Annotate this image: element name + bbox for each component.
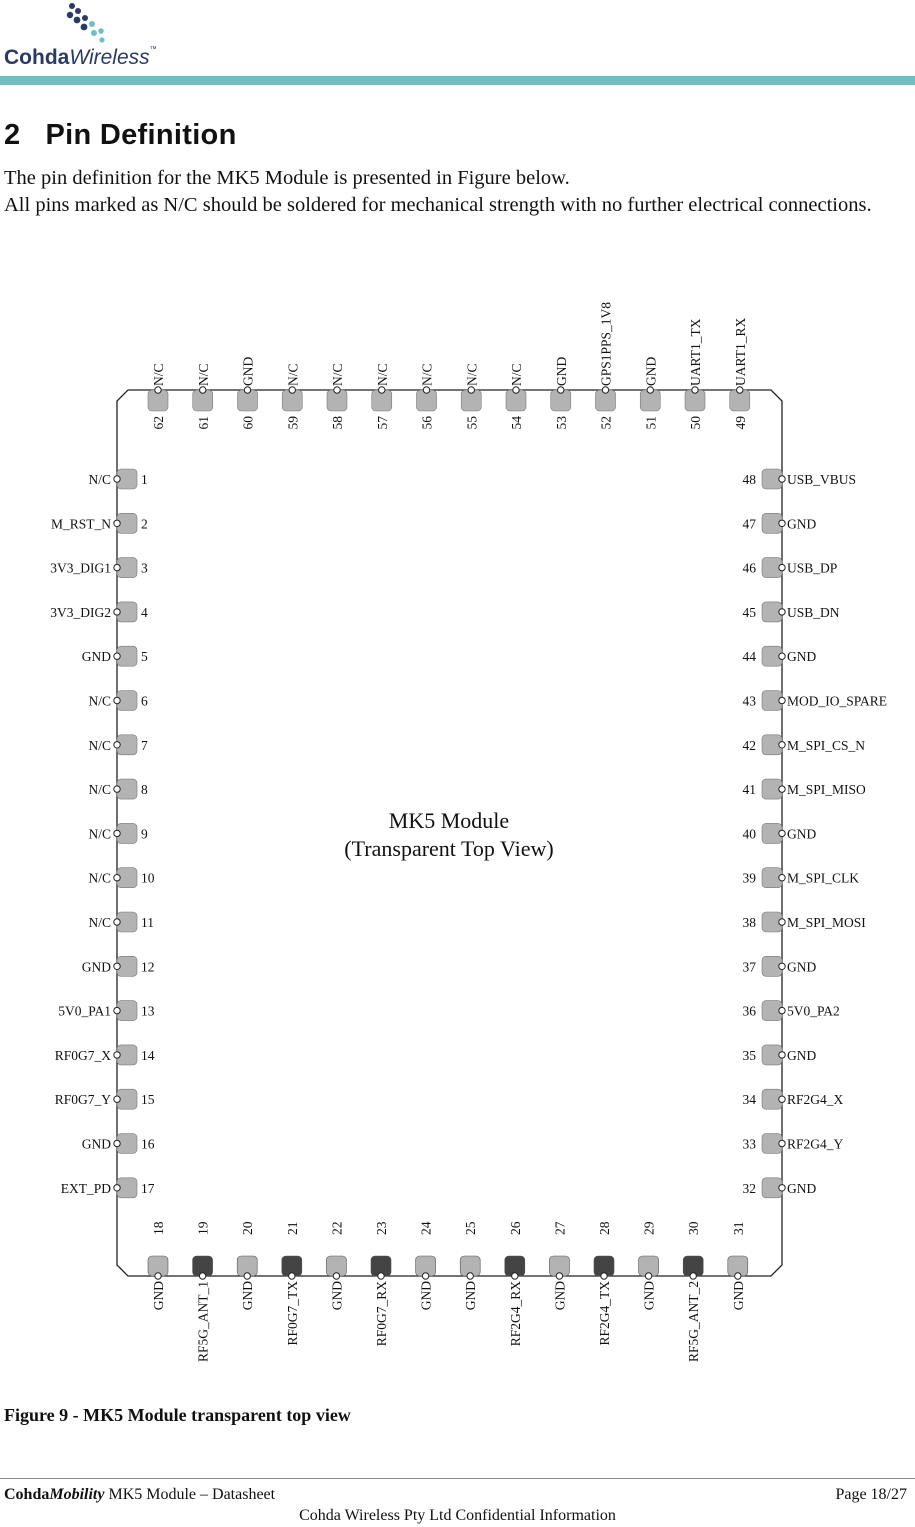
pin-label: N/C bbox=[88, 737, 111, 753]
pin-number: 4 bbox=[141, 604, 148, 620]
pin-label: USB_DP bbox=[787, 560, 838, 576]
pin-number: 9 bbox=[141, 826, 148, 842]
pin-label: EXT_PD bbox=[60, 1180, 111, 1196]
pin-number: 61 bbox=[195, 416, 211, 430]
pin-label: GND bbox=[553, 356, 569, 386]
pin-dot bbox=[114, 1007, 120, 1013]
pin-number: 55 bbox=[464, 416, 480, 430]
pin-label: GND bbox=[463, 1281, 479, 1311]
pin-number: 28 bbox=[597, 1221, 612, 1235]
pin-dot bbox=[779, 1052, 785, 1058]
pin-label: RF2G4_TX bbox=[597, 1281, 612, 1346]
pin-number: 60 bbox=[240, 416, 256, 430]
pin-dot bbox=[735, 1273, 741, 1279]
pin-dot bbox=[378, 1273, 384, 1279]
pin-number: 21 bbox=[284, 1221, 300, 1235]
pin-label: N/C bbox=[88, 472, 111, 487]
pin-dot bbox=[244, 387, 250, 393]
pin-number: 47 bbox=[742, 516, 756, 532]
pin-diagram bbox=[0, 290, 915, 1380]
pin-dot bbox=[114, 520, 120, 526]
pin-dot bbox=[779, 786, 785, 792]
pin-label: M_SPI_CS_N bbox=[787, 737, 866, 753]
pin-dot bbox=[779, 1185, 785, 1191]
pin-label: GND bbox=[787, 516, 817, 532]
pin-label: GND bbox=[329, 1281, 345, 1311]
module-outline bbox=[117, 390, 782, 1276]
pin-number: 49 bbox=[732, 416, 748, 430]
pin-dot bbox=[601, 1273, 607, 1279]
pin-label: GND bbox=[787, 959, 817, 975]
pin-label: N/C bbox=[330, 363, 345, 386]
pin-dot bbox=[244, 1273, 250, 1279]
pin-dot bbox=[692, 387, 698, 393]
pin-number: 54 bbox=[509, 416, 524, 430]
pin-label: M_SPI_CLK bbox=[787, 870, 860, 886]
pin-label: N/C bbox=[88, 870, 111, 886]
pin-label: 5V0_PA1 bbox=[58, 1003, 111, 1019]
pin-number: 58 bbox=[330, 416, 345, 430]
pin-dot bbox=[155, 387, 161, 393]
page-header bbox=[0, 0, 915, 86]
pin-label: GND bbox=[151, 1281, 166, 1311]
pin-number: 24 bbox=[418, 1221, 434, 1235]
pin-label: GND bbox=[787, 1180, 817, 1196]
pin-label: N/C bbox=[195, 363, 211, 386]
pin-number: 23 bbox=[374, 1221, 389, 1235]
pin-dot bbox=[602, 387, 608, 393]
pin-label: RF5G_ANT_1 bbox=[195, 1281, 211, 1363]
pin-number: 36 bbox=[742, 1003, 756, 1019]
pin-label: RF0G7_RX bbox=[374, 1281, 389, 1347]
pin-dot bbox=[114, 742, 120, 748]
pin-dot bbox=[114, 786, 120, 792]
brand-italic: Wireless bbox=[69, 46, 150, 69]
pin-dot bbox=[645, 1273, 651, 1279]
pin-number: 10 bbox=[141, 870, 155, 886]
pin-dot bbox=[779, 564, 785, 570]
pin-label: GND bbox=[552, 1281, 568, 1311]
page-number: Page 18/27 bbox=[835, 1486, 907, 1503]
pin-number: 57 bbox=[374, 416, 390, 430]
pin-dot bbox=[114, 1052, 120, 1058]
pin-label: RF0G7_TX bbox=[284, 1281, 300, 1346]
pin-label: GND bbox=[730, 1281, 746, 1311]
pin-label: N/C bbox=[88, 915, 111, 930]
footer-brand-bold: Cohda bbox=[4, 1486, 50, 1503]
pin-label: MOD_IO_SPARE bbox=[787, 693, 888, 709]
pin-number: 2 bbox=[141, 516, 148, 532]
pin-label: RF2G4_Y bbox=[787, 1136, 844, 1152]
pin-dot bbox=[199, 1273, 205, 1279]
pin-label: USB_DN bbox=[787, 604, 840, 620]
pin-dot bbox=[114, 609, 120, 615]
pin-dot bbox=[779, 609, 785, 615]
pin-number: 11 bbox=[141, 915, 154, 930]
section-title: Pin Definition bbox=[45, 119, 237, 151]
pin-number: 8 bbox=[141, 782, 148, 798]
pin-dot bbox=[779, 963, 785, 969]
pin-dot bbox=[114, 697, 120, 703]
pin-label: GND bbox=[418, 1281, 434, 1311]
pin-number: 45 bbox=[742, 604, 756, 620]
nc-note-paragraph: All pins marked as N/C should be soldered for mechanical strength with no further electrical connections. bbox=[4, 194, 872, 216]
pin-number: 31 bbox=[730, 1221, 746, 1235]
pin-dot bbox=[779, 875, 785, 881]
pin-label: GND bbox=[787, 826, 817, 842]
pin-label: UART1_RX bbox=[732, 317, 748, 386]
pin-label: N/C bbox=[88, 693, 111, 709]
pin-dot bbox=[779, 742, 785, 748]
pin-label: GND bbox=[81, 1136, 111, 1152]
pin-number: 7 bbox=[141, 737, 148, 753]
module-subtitle: (Transparent Top View) bbox=[344, 836, 554, 861]
pin-label: RF2G4_RX bbox=[507, 1281, 523, 1347]
pin-dot bbox=[779, 1096, 785, 1102]
pin-number: 40 bbox=[742, 826, 756, 842]
pin-number: 15 bbox=[141, 1092, 155, 1108]
pin-label: N/C bbox=[151, 363, 166, 386]
pin-number: 32 bbox=[742, 1180, 756, 1196]
pin-number: 25 bbox=[463, 1221, 479, 1235]
pin-dot bbox=[114, 919, 120, 925]
pin-number: 19 bbox=[195, 1221, 211, 1235]
header-accent-bar bbox=[0, 76, 915, 85]
pin-dot bbox=[779, 1007, 785, 1013]
module-title: MK5 Module bbox=[388, 808, 510, 833]
section-heading bbox=[4, 119, 237, 152]
pin-label: N/C bbox=[509, 363, 524, 386]
pin-number: 12 bbox=[141, 959, 155, 975]
pin-dot bbox=[114, 476, 120, 482]
pin-dot bbox=[114, 653, 120, 659]
pin-number: 62 bbox=[151, 416, 166, 430]
pin-number: 37 bbox=[742, 959, 756, 975]
confidential-notice: Cohda Wireless Pty Ltd Confidential Information bbox=[299, 1507, 616, 1524]
pin-dot bbox=[114, 875, 120, 881]
pin-dot bbox=[114, 1140, 120, 1146]
pin-label: N/C bbox=[88, 782, 111, 798]
section-number: 2 bbox=[4, 119, 21, 151]
pin-dot bbox=[468, 387, 474, 393]
pin-number: 16 bbox=[141, 1136, 155, 1152]
pin-number: 35 bbox=[742, 1047, 756, 1063]
pin-label: N/C bbox=[464, 363, 480, 386]
pin-number: 46 bbox=[742, 560, 756, 576]
pin-dot bbox=[779, 520, 785, 526]
pin-dot bbox=[556, 1273, 562, 1279]
pin-number: 41 bbox=[742, 782, 756, 798]
pin-dot bbox=[114, 1185, 120, 1191]
pin-number: 13 bbox=[141, 1003, 155, 1019]
pin-number: 26 bbox=[507, 1221, 523, 1235]
pin-dot bbox=[200, 387, 206, 393]
pin-label: UART1_TX bbox=[688, 318, 703, 386]
pin-dot bbox=[779, 919, 785, 925]
pin-number: 5 bbox=[141, 649, 148, 665]
pin-number: 18 bbox=[151, 1221, 166, 1235]
pin-label: RF0G7_X bbox=[54, 1047, 111, 1063]
figure-caption: Figure 9 - MK5 Module transparent top view bbox=[4, 1405, 351, 1425]
pin-dot bbox=[737, 387, 743, 393]
pin-label: N/C bbox=[285, 363, 301, 386]
pin-number: 30 bbox=[686, 1221, 702, 1235]
pin-dot bbox=[114, 963, 120, 969]
pin-label: GND bbox=[81, 959, 111, 975]
pin-number: 50 bbox=[688, 416, 703, 430]
pin-dot bbox=[558, 387, 564, 393]
pin-label: RF0G7_Y bbox=[54, 1092, 111, 1108]
pin-label: GND bbox=[787, 1047, 817, 1063]
pin-number: 29 bbox=[641, 1221, 657, 1235]
pin-dot bbox=[379, 387, 385, 393]
footer-divider bbox=[0, 1478, 915, 1479]
footer-doc-name: MK5 Module – Datasheet bbox=[104, 1486, 276, 1503]
pin-label: GND bbox=[641, 1281, 657, 1311]
intro-paragraph: The pin definition for the MK5 Module is presented in Figure below. bbox=[4, 167, 570, 189]
pin-label: GPS1PPS_1V8 bbox=[598, 301, 614, 386]
pin-number: 51 bbox=[643, 416, 659, 430]
pin-number: 44 bbox=[742, 649, 756, 665]
pin-dot bbox=[690, 1273, 696, 1279]
pin-label: N/C bbox=[88, 826, 111, 842]
pin-dot bbox=[779, 653, 785, 659]
pin-dot bbox=[779, 476, 785, 482]
pin-label: M_SPI_MISO bbox=[787, 782, 866, 798]
pin-number: 14 bbox=[141, 1047, 155, 1063]
pin-dot bbox=[779, 1140, 785, 1146]
footer-brand-italic: Mobility bbox=[49, 1486, 105, 1503]
pin-dot bbox=[779, 830, 785, 836]
pin-dot bbox=[289, 1273, 295, 1279]
pin-number: 1 bbox=[141, 472, 148, 487]
pin-label: 5V0_PA2 bbox=[787, 1003, 840, 1019]
pin-number: 33 bbox=[742, 1136, 756, 1152]
pin-dot bbox=[114, 830, 120, 836]
pin-dot bbox=[779, 697, 785, 703]
pin-number: 17 bbox=[141, 1180, 155, 1196]
pin-number: 59 bbox=[285, 416, 301, 430]
pin-dot bbox=[155, 1273, 161, 1279]
trademark: ™ bbox=[149, 46, 157, 53]
pin-label: N/C bbox=[374, 363, 390, 386]
pin-dot bbox=[423, 387, 429, 393]
pin-number: 48 bbox=[742, 472, 756, 487]
pin-number: 6 bbox=[141, 693, 148, 709]
brand-wordmark bbox=[4, 46, 157, 70]
pin-dot bbox=[289, 387, 295, 393]
pin-number: 53 bbox=[553, 416, 569, 430]
pin-label: GND bbox=[643, 356, 659, 386]
pin-number: 22 bbox=[329, 1221, 345, 1235]
pin-number: 3 bbox=[141, 560, 148, 576]
pin-number: 20 bbox=[240, 1221, 256, 1235]
pin-label: 3V3_DIG1 bbox=[50, 560, 111, 576]
pin-number: 56 bbox=[419, 416, 435, 430]
pin-label: N/C bbox=[419, 363, 435, 386]
pin-dot bbox=[114, 564, 120, 570]
pin-label: GND bbox=[240, 1281, 256, 1311]
pin-label: 3V3_DIG2 bbox=[50, 604, 111, 620]
pin-dot bbox=[513, 387, 519, 393]
pin-number: 52 bbox=[598, 416, 614, 430]
pin-label: M_RST_N bbox=[50, 516, 111, 532]
pin-number: 39 bbox=[742, 870, 756, 886]
pin-label: GND bbox=[787, 649, 817, 665]
pin-number: 27 bbox=[552, 1221, 568, 1235]
pin-dot bbox=[512, 1273, 518, 1279]
pin-label: GND bbox=[240, 356, 256, 386]
footer-doc-title bbox=[4, 1486, 275, 1504]
pin-label: GND bbox=[81, 649, 111, 665]
pin-number: 43 bbox=[742, 693, 756, 709]
pin-dot bbox=[467, 1273, 473, 1279]
brand-bold: Cohda bbox=[4, 46, 70, 69]
pin-label: RF2G4_X bbox=[787, 1092, 844, 1108]
pin-dot bbox=[114, 1096, 120, 1102]
pin-dot bbox=[334, 387, 340, 393]
pin-label: RF5G_ANT_2 bbox=[686, 1281, 702, 1363]
pin-dot bbox=[333, 1273, 339, 1279]
pin-number: 38 bbox=[742, 915, 756, 930]
pin-number: 34 bbox=[742, 1092, 756, 1108]
pin-dot bbox=[647, 387, 653, 393]
pin-dot bbox=[422, 1273, 428, 1279]
pin-label: M_SPI_MOSI bbox=[787, 915, 866, 930]
pin-label: USB_VBUS bbox=[787, 472, 857, 487]
pin-number: 42 bbox=[742, 737, 756, 753]
